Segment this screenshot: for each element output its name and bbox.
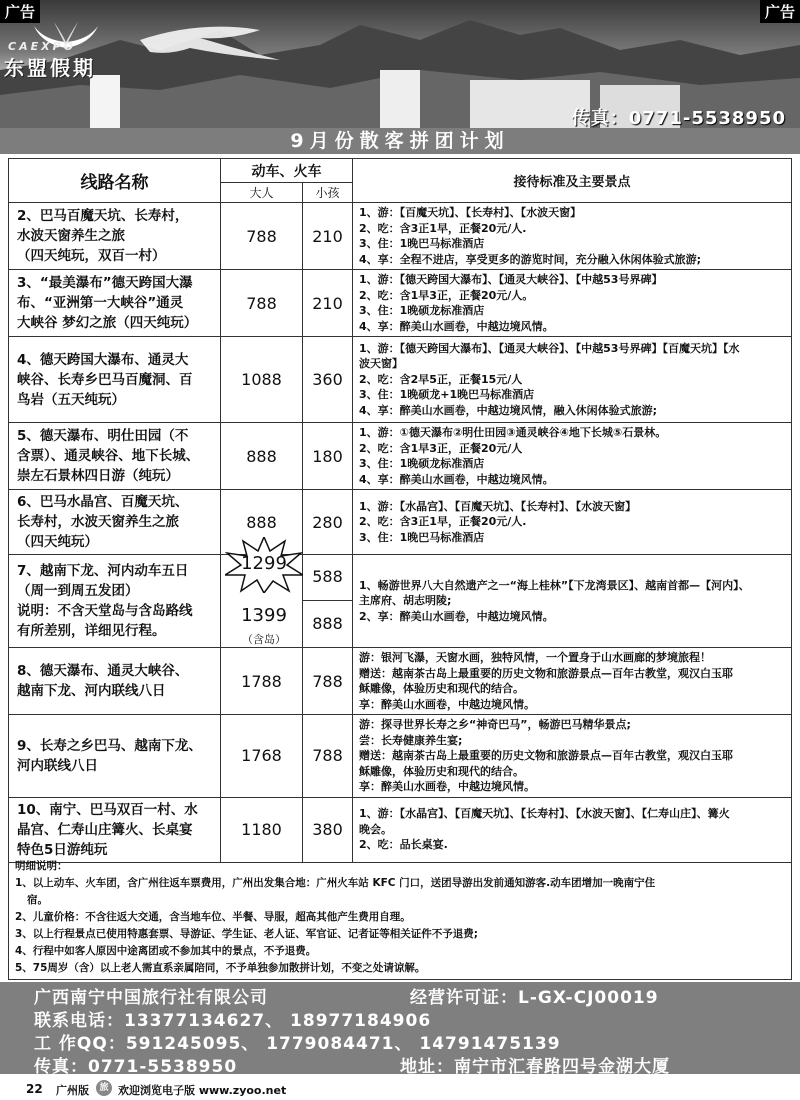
header-train: 动车、火车 xyxy=(221,159,353,183)
work-qq: 工 作QQ：591245095、 1779084471、 14791475139 xyxy=(34,1034,561,1054)
note-line: 1、以上动车、火车团，含广州往返车票费用，广州出发集合地：广州火车站 KFC 门口，送团导游出发前通知游客.动车团增加一晚南宁住 xyxy=(15,877,656,889)
route-line: 越南下龙、河内联线八日 xyxy=(17,683,166,699)
ad-label-left: 广告 xyxy=(0,0,40,23)
detail-line: 2、吃：品长桌宴. xyxy=(359,838,448,852)
note-line: 2、儿童价格：不含往返大交通，含当地车位、半餐、导服，超高其他产生费用自理。 xyxy=(15,911,411,923)
detail-line: 稣雕像，体验历史和现代的结合。 xyxy=(359,764,524,778)
detail-line: 主席府、胡志明陵; xyxy=(359,594,452,608)
route-line: 河内联线八日 xyxy=(17,757,98,774)
adult-price: 1768 xyxy=(221,715,303,798)
tour-detail xyxy=(353,270,792,337)
route-line: 5、德天瀑布、明仕田园（不 xyxy=(17,428,189,444)
detail-line: 2、吃：含2早5正，正餐15元/人 xyxy=(359,372,523,386)
detail-line: 3、住：1晚硕龙标准酒店 xyxy=(359,304,485,317)
detail-line: 赠送：越南茶古岛上最重要的历史文物和旅游景点—百年古教堂，观汉白玉耶 xyxy=(359,749,733,762)
route-line: 10、南宁、巴马双百一村、水 xyxy=(17,801,198,818)
detail-line: 稣雕像，体验历史和现代的结合。 xyxy=(359,682,524,695)
route-line: 说明：不含天堂岛与含岛路线 xyxy=(17,603,193,619)
detail-line: 1、游：【德天跨国大瀑布】、【通灵大峡谷】、【中越53号界碑】 xyxy=(359,273,663,286)
detail-line: 4、享：醉美山水画卷，中越边境风情。 xyxy=(359,319,554,333)
adult-price: 788 xyxy=(221,203,303,270)
route-line: 崇左石景林四日游（纯玩） xyxy=(17,468,179,484)
route-line: 2、巴马百魔天坑、长寿村， xyxy=(17,208,189,224)
company-contact-footer xyxy=(0,982,800,1077)
detail-line: 游：探寻世界长寿之乡“神奇巴马”，畅游巴马精华景点; xyxy=(359,718,631,731)
header-detail: 接待标准及主要景点 xyxy=(353,159,792,203)
adult-price: 888 xyxy=(221,423,303,490)
tour-row xyxy=(9,648,792,715)
route-line: 7、越南下龙、河内动车五日 xyxy=(17,563,189,579)
note-line: 宿。 xyxy=(27,894,48,906)
notes-section xyxy=(8,856,792,980)
route-line: 8、德天瀑布、通灵大峡谷、 xyxy=(17,663,189,679)
child-price: 210 xyxy=(303,203,353,270)
route-name xyxy=(9,715,221,798)
adult-price xyxy=(221,555,303,648)
detail-line: 4、享：醉美山水画卷，中越边境风情。 xyxy=(359,472,554,486)
tour-detail xyxy=(353,715,792,798)
detail-line: 晚会。 xyxy=(359,822,392,836)
child-price: 788 xyxy=(303,648,353,715)
adult-price: 788 xyxy=(221,270,303,337)
tour-detail xyxy=(353,797,792,862)
detail-line: 1、游：【水晶宫】、【百魔天坑】、【长寿村】、【水波天窗】 xyxy=(359,499,637,513)
tour-detail xyxy=(353,555,792,648)
route-name xyxy=(9,203,221,270)
detail-line: 4、享：醉美山水画卷，中越边境风情，融入休闲体验式旅游; xyxy=(359,403,658,417)
adult-price-value: 1299 xyxy=(241,553,287,574)
route-line: 特色5日游纯玩 xyxy=(17,841,108,858)
detail-line: 1、游：①德天瀑布②明仕田园③通灵峡谷④地下长城⑤石景林。 xyxy=(359,426,667,439)
tour-detail xyxy=(353,337,792,423)
detail-line: 2、吃：含1早3正，正餐20元/人。 xyxy=(359,288,534,302)
footer-fax: 传真：0771-5538950 xyxy=(34,1057,238,1077)
route-name xyxy=(9,648,221,715)
route-line: （周一到周五发团） xyxy=(17,583,139,599)
note-line: 3、以上行程景点已使用特惠套票、导游证、学生证、老人证、军官证、记者证等相关证件不予退费; xyxy=(15,928,479,940)
banner-fax-number: 传真：0771-5538950 xyxy=(571,108,786,128)
route-line: 9、长寿之乡巴马、越南下龙、 xyxy=(17,737,202,754)
route-line: （四天纯玩，双百一村） xyxy=(17,248,166,264)
page-title: 9月份散客拼团计划 xyxy=(0,128,800,154)
detail-line: 3、住：1晚巴马标准酒店 xyxy=(359,530,485,544)
tour-row xyxy=(9,490,792,555)
note-line: 4、行程中如客人原因中途离团或不参加其中的景点，不予退费。 xyxy=(15,945,317,957)
tour-detail xyxy=(353,423,792,490)
route-line: 4、德天跨国大瀑布、通灵大 xyxy=(17,351,189,368)
detail-line: 1、游：【德天跨国大瀑布】、【通灵大峡谷】、【中越53号界碑】【百魔天坑】【水 xyxy=(359,341,740,355)
child-price: 210 xyxy=(303,270,353,337)
page-number: 22 xyxy=(26,1082,43,1096)
detail-line: 3、住：1晚巴马标准酒店 xyxy=(359,237,485,250)
detail-line: 波天窗】 xyxy=(359,357,403,371)
tour-row xyxy=(9,203,792,270)
route-line: 水波天窗养生之旅 xyxy=(17,228,125,244)
tour-row xyxy=(9,337,792,423)
route-line: 长寿村，水波天窗养生之旅 xyxy=(17,514,179,530)
child-price: 380 xyxy=(303,797,353,862)
page-footer xyxy=(0,1078,800,1100)
child-price xyxy=(303,555,353,648)
route-name xyxy=(9,337,221,423)
detail-line: 享：醉美山水画卷，中越边境风情。 xyxy=(359,780,535,793)
tour-detail xyxy=(353,648,792,715)
logo-english-text: CAEXPO xyxy=(8,40,76,53)
route-line: 鸟岩（五天纯玩） xyxy=(17,391,125,408)
company-address: 地址：南宁市汇春路四号金湖大厦 xyxy=(400,1057,670,1077)
route-name xyxy=(9,423,221,490)
detail-line: 1、畅游世界八大自然遗产之一“海上桂林”【下龙湾景区】、越南首都—【河内】、 xyxy=(359,578,750,592)
notes-title: 明细说明： xyxy=(15,860,68,872)
tour-row xyxy=(9,270,792,337)
tour-row xyxy=(9,797,792,862)
route-line: 6、巴马水晶宫、百魔天坑、 xyxy=(17,494,189,510)
child-price: 180 xyxy=(303,423,353,490)
detail-line: 赠送：越南茶古岛上最重要的历史文物和旅游景点—百年古教堂，观汉白玉耶 xyxy=(359,666,733,680)
route-name xyxy=(9,555,221,648)
detail-line: 2、吃：含3正1早，正餐20元/人. xyxy=(359,515,527,529)
adult-price-with-island: 1399 xyxy=(241,605,287,626)
child-price-value: 588 xyxy=(303,555,352,601)
with-island-note: （含岛） xyxy=(242,633,286,646)
detail-line: 3、住：1晚硕龙标准酒店 xyxy=(359,457,485,470)
header-banner xyxy=(0,0,800,128)
tour-plan-table xyxy=(8,158,792,863)
tour-detail xyxy=(353,490,792,555)
route-line: 3、“最美瀑布”德天跨国大瀑 xyxy=(17,275,193,291)
route-line: 大峡谷 梦幻之旅（四天纯玩） xyxy=(17,315,198,331)
adult-price: 888 xyxy=(221,490,303,555)
ad-label-right: 广告 xyxy=(760,0,800,23)
route-line: 布、“亚洲第一大峡谷”通灵 xyxy=(17,295,184,311)
header-child: 小孩 xyxy=(303,183,353,203)
contact-phone: 联系电话：13377134627、 18977184906 xyxy=(34,1011,432,1031)
route-line: 含票）、通灵峡谷、地下长城、 xyxy=(17,448,200,464)
detail-line: 1、游：【水晶宫】、【百魔天坑】、【长寿村】、【水波天窗】、【仁寿山庄】、篝火 xyxy=(359,807,730,821)
tour-row xyxy=(9,423,792,490)
detail-line: 2、吃：含1早3正，正餐20元/人 xyxy=(359,441,523,455)
route-line: 有所差别，详细见行程。 xyxy=(17,623,166,639)
route-line: （四天纯玩） xyxy=(17,534,98,550)
detail-line: 4、享：全程不进店，享受更多的游览时间，充分融入休闲体验式旅游; xyxy=(359,252,702,266)
detail-line: 1、游：【百魔天坑】、【长寿村】、【水波天窗】 xyxy=(359,206,582,219)
header-route-name: 线路名称 xyxy=(9,159,221,203)
publication-logo-icon: 旅 xyxy=(96,1080,112,1096)
edition-label: 广州版 xyxy=(56,1084,89,1097)
detail-line: 享：醉美山水画卷，中越边境风情。 xyxy=(359,697,535,711)
detail-line: 尝：长寿健康养生宴; xyxy=(359,733,463,747)
child-price: 788 xyxy=(303,715,353,798)
company-name: 广西南宁中国旅行社有限公司 xyxy=(34,988,268,1008)
route-name xyxy=(9,490,221,555)
route-name xyxy=(9,797,221,862)
child-price: 280 xyxy=(303,490,353,555)
detail-line: 2、吃：含3正1早，正餐20元/人. xyxy=(359,221,527,235)
child-price: 360 xyxy=(303,337,353,423)
route-line: 峡谷、长寿乡巴马百魔洞、百 xyxy=(17,371,193,388)
adult-price: 1788 xyxy=(221,648,303,715)
detail-line: 2、享：醉美山水画卷，中越边境风情。 xyxy=(359,609,554,623)
adult-price: 1088 xyxy=(221,337,303,423)
route-line: 晶宫、仁寿山庄篝火、长桌宴 xyxy=(17,821,193,838)
route-name xyxy=(9,270,221,337)
detail-line: 游：银河飞瀑，天窗水画，独特风情，一个置身于山水画廊的梦境旅程！ xyxy=(359,651,711,664)
detail-line: 3、住：1晚硕龙+1晚巴马标准酒店 xyxy=(359,388,535,402)
logo-chinese-text: 东盟假期 xyxy=(4,56,96,80)
header-adult: 大人 xyxy=(221,183,303,203)
tour-row xyxy=(9,715,792,798)
tour-row xyxy=(9,555,792,648)
adult-price: 1180 xyxy=(221,797,303,862)
website-slogan: 欢迎浏览电子版 www.zyoo.net xyxy=(118,1084,287,1097)
child-price-with-island: 888 xyxy=(312,614,343,633)
note-line: 5、75周岁（含）以上老人需直系亲属陪同，不予单独参加散拼计划，不变之处请谅解。 xyxy=(15,962,426,974)
business-license: 经营许可证：L-GX-CJ00019 xyxy=(410,988,659,1008)
tour-detail xyxy=(353,203,792,270)
